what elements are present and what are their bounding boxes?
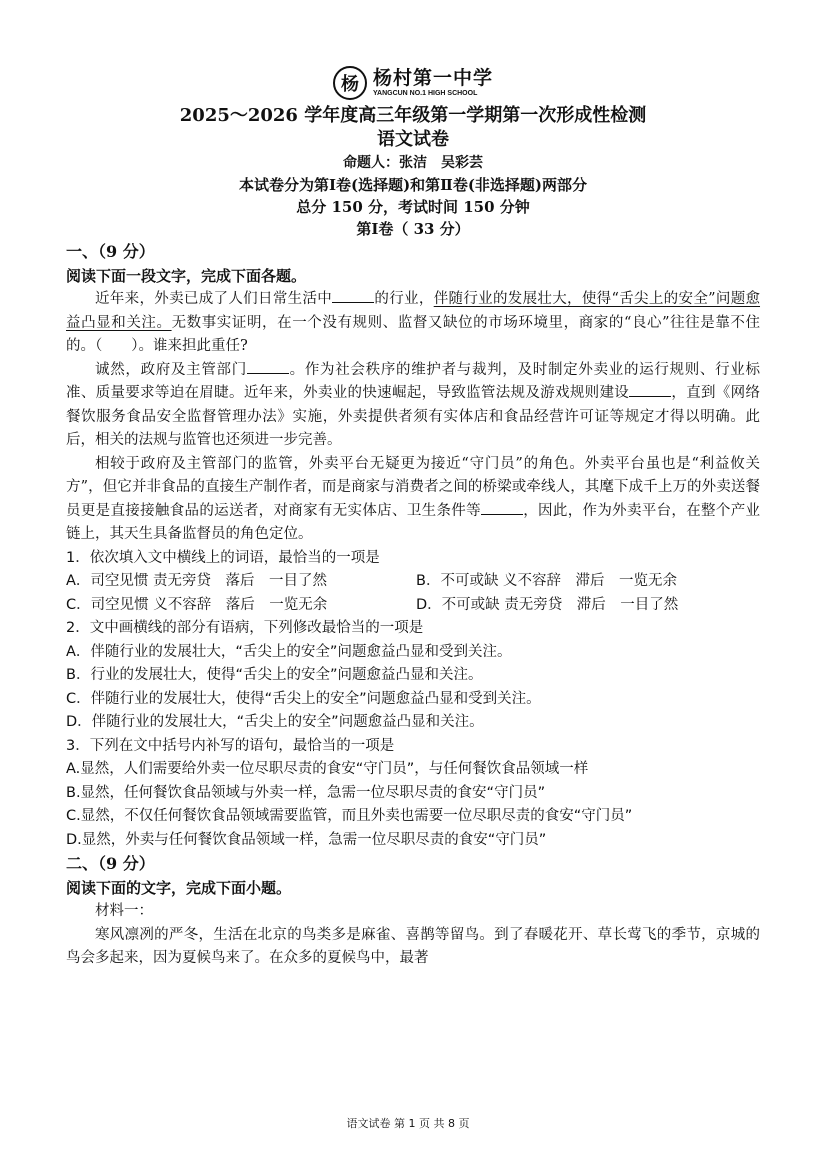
passage-paragraph-1: 近年来，外卖已成了人们日常生活中 的行业，伴随行业的发展壮大，使得“舌尖上的安全”问题愈益凸显和关注。无数事实证明，在一个没有规则、监督又缺位的市场环境里，商家的“良心”往往是靠不住的。（ ）。谁来担此重任? — [66, 288, 760, 359]
q1-option-c: C．司空见惯 义不容辞 落后 一览无余 — [66, 596, 328, 613]
exam-info-score: 总分 150 分，考试时间 150 分钟 — [296, 198, 530, 216]
underlined-sentence: 伴随行业的发展壮大，使得“舌尖上的安全”问题愈益凸显和关注。 — [66, 291, 761, 331]
question-2: 2．文中画横线的部分有语病，下列修改最恰当的一项是 — [66, 620, 424, 636]
part-one-title: 第Ⅰ卷（ 33 分） — [356, 220, 470, 238]
exam-authors: 命题人：张洁 吴彩芸 — [343, 155, 483, 171]
q1-option-d: D．不可或缺 责无旁贷 滞后 一目了然 — [416, 596, 679, 613]
q3-option-a: A.显然，人们需要给外卖一位尽职尽责的食安“守门员”，与任何餐饮食品领域一样 — [66, 761, 589, 777]
exam-subject: 语文试卷 — [377, 129, 449, 150]
q1-options-row-1 — [66, 570, 760, 594]
q2-option-b: B．行业的发展壮大，使得“舌尖上的安全”问题愈益凸显和关注。 — [66, 667, 483, 683]
q2-option-d: D．伴随行业的发展壮大，“舌尖上的安全”问题愈益凸显和关注。 — [66, 714, 484, 730]
question-3: 3．下列在文中括号内补写的语句，最恰当的一项是 — [66, 737, 395, 754]
question-1: 1．依次填入文中横线上的词语，最恰当的一项是 — [66, 549, 380, 566]
page-footer: 语文试卷 第 1 页 共 8 页 — [346, 1117, 470, 1130]
q3-option-c: C.显然，不仅任何餐饮食品领域需要监管，而且外卖也需要一位尽职尽责的食安“守门员” — [66, 808, 633, 824]
section-one-heading: 一、（9 分） — [66, 242, 155, 261]
q1-option-b: B．不可或缺 义不容辞 滞后 一览无余 — [416, 573, 678, 589]
q1-options-row-2 — [66, 594, 760, 618]
passage-paragraph-3: 相较于政府及主管部门的监管，外卖平台无疑更为接近“守门员”的角色。外卖平台虽也是“利益攸关方”，但它并非食品的直接生产制作者，而是商家与消费者之间的桥梁或牵线人，其麾下成千上万的外卖送餐员更是直接接触食品的运送者，对商家有无实体店、卫生条件等 ，因此，作为外卖平台，在整个产业链上，其天生具备监督员的角色定位。 — [66, 455, 761, 542]
fill-blank — [629, 382, 671, 397]
passage-paragraph-2: 诚然，政府及主管部门 。作为社会秩序的维护者与裁判，及时制定外卖业的运行规则、行业标准、质量要求等迫在眉睫。近年来，外卖业的快速崛起，导致监管法规及游戏规则建设 ，直到《网络餐饮服务食品安全监督管理办法》实施，外卖提供者须有实体店和食品经营许可证等规定才得以明确。此后，相关的法规与监管也还须进一步完善。 — [66, 359, 760, 453]
fill-blank — [481, 500, 523, 515]
fill-blank — [332, 288, 374, 303]
school-name: 杨村第一中学 — [372, 67, 493, 89]
material-one-paragraph: 寒风凛冽的严冬，生活在北京的鸟类多是麻雀、喜鹊等留鸟。到了春暖花开、草长莺飞的季节，京城的鸟会多起来，因为夏候鸟来了。在众多的夏候鸟中，最著 — [66, 926, 760, 966]
section-two-heading: 二、（9 分） — [66, 854, 155, 873]
q2-option-c: C．伴随行业的发展壮大，使得“舌尖上的安全”问题愈益凸显和受到关注。 — [66, 690, 541, 707]
q3-option-d: D.显然，外卖与任何餐饮食品领域一样，急需一位尽职尽责的食安“守门员” — [66, 831, 547, 848]
q1-option-a: A．司空见惯 责无旁贷 落后 一目了然 — [66, 573, 328, 589]
q2-option-a: A．伴随行业的发展壮大，“舌尖上的安全”问题愈益凸显和受到关注。 — [66, 643, 512, 660]
exam-title: 2025～2026 学年度高三年级第一学期第一次形成性检测 — [179, 105, 647, 126]
school-logo — [66, 62, 760, 104]
section-two-instruction: 阅读下面的文字，完成下面小题。 — [66, 879, 292, 897]
exam-info-structure: 本试卷分为第Ⅰ卷(选择题)和第Ⅱ卷(非选择题)两部分 — [238, 176, 588, 194]
material-one-label: 材料一： — [95, 903, 153, 919]
fill-blank — [247, 359, 289, 374]
q3-option-b: B.显然，任何餐饮食品领域与外卖一样，急需一位尽职尽责的食安“守门员” — [66, 784, 546, 801]
school-name-en: YANGCUN NO.1 HIGH SCHOOL — [372, 90, 478, 97]
section-one-instruction: 阅读下面一段文字，完成下面各题。 — [66, 267, 307, 285]
school-seal-icon: 杨 — [333, 66, 367, 100]
